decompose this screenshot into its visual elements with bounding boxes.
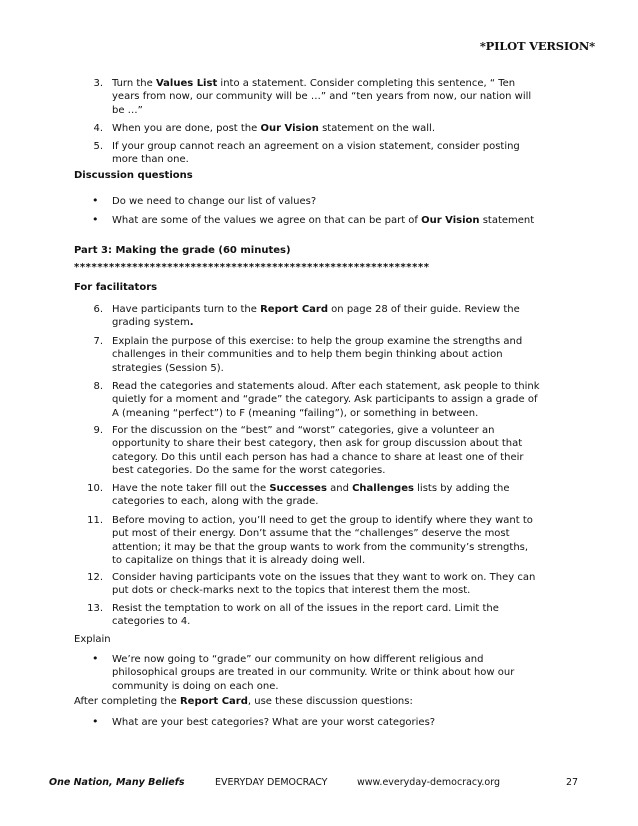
item-9-text: For the discussion on the “best” and “worst” categories, give a volunteer an opportunity to share their best category, then ask for group discussion about that category. Do this until each person has had a chance to share at least one of their best categories. Do the same for the worst categories. <box>112 425 524 477</box>
item-number: 13. <box>87 603 103 614</box>
pilot-version-label: *PILOT VERSION* <box>479 39 595 53</box>
discussion-heading: Discussion questions <box>74 170 193 181</box>
item-6-text: Have participants turn to the Report Card on page 28 of their guide. Review the grading system. <box>112 304 520 329</box>
after-completing-text: After completing the Report Card, use these discussion questions: <box>74 696 413 707</box>
item-10-text: Have the note taker fill out the Successes and Challenges lists by adding the categories to each, along with the grade. <box>112 483 510 508</box>
item-number: 11. <box>87 515 103 526</box>
discussion-bullet-2: What are some of the values we agree on that can be part of Our Vision statement <box>112 215 535 226</box>
asterisk-divider: ************************************************************* <box>74 262 430 273</box>
item-11-text: Before moving to action, you’ll need to get the group to identify where they want to put most of their energy. Don’t assume that the “challenges” deserve the most attention; it may be that the group wants to work from the community’s strengths, to capitalize on things that it is already doing well. <box>112 515 533 567</box>
bullet-icon: • <box>92 213 99 226</box>
item-number: 3. <box>93 78 103 89</box>
facilitators-heading: For facilitators <box>74 282 158 293</box>
item-5-text: If your group cannot reach an agreement on a vision statement, consider posting more than one. <box>112 141 520 166</box>
bullet-icon: • <box>92 715 99 728</box>
footer-url: www.everyday-democracy.org <box>357 777 501 788</box>
item-number: 6. <box>93 304 103 315</box>
discussion-bullet-1: Do we need to change our list of values? <box>112 196 317 207</box>
bullet-icon: • <box>92 652 99 665</box>
part-3-heading: Part 3: Making the grade (60 minutes) <box>74 245 291 256</box>
item-7-text: Explain the purpose of this exercise: to help the group examine the strengths and challenges in their communities and to help them begin thinking about action strategies (Session 5). <box>112 336 523 374</box>
footer-org: EVERYDAY DEMOCRACY <box>215 777 328 788</box>
item-number: 5. <box>93 141 103 152</box>
item-number: 4. <box>93 123 103 134</box>
item-4-text: When you are done, post the Our Vision statement on the wall. <box>112 123 435 134</box>
item-8-text: Read the categories and statements aloud. After each statement, ask people to think quietly for a moment and “grade” the category. Ask participants to assign a grade of A (meaning “perfect”) to F (meaning “failing”), or something in between. <box>112 381 540 419</box>
item-12-text: Consider having participants vote on the issues that they want to work on. They can put dots or check-marks next to the topics that interest them the most. <box>112 572 536 597</box>
item-13-text: Resist the temptation to work on all of the issues in the report card. Limit the categories to 4. <box>112 603 499 628</box>
item-number: 12. <box>87 572 103 583</box>
after-bullet-text: What are your best categories? What are your worst categories? <box>112 717 436 728</box>
item-number: 9. <box>93 425 103 436</box>
item-number: 10. <box>87 483 103 494</box>
footer-page-number: 27 <box>566 777 579 788</box>
item-number: 8. <box>93 381 103 392</box>
explain-label: Explain <box>74 634 111 645</box>
item-number: 7. <box>93 336 103 347</box>
bullet-icon: • <box>92 194 99 207</box>
item-3-text: Turn the Values List into a statement. Consider completing this sentence, “ Ten years from now, our community will be …” and “ten years from now, our nation will be …” <box>112 78 532 116</box>
footer-title: One Nation, Many Beliefs <box>49 777 185 788</box>
explain-bullet-text: We’re now going to “grade” our community on how different religious and philosophical groups are treated in our community. Write or think about how our community is doing on each one. <box>112 654 515 692</box>
